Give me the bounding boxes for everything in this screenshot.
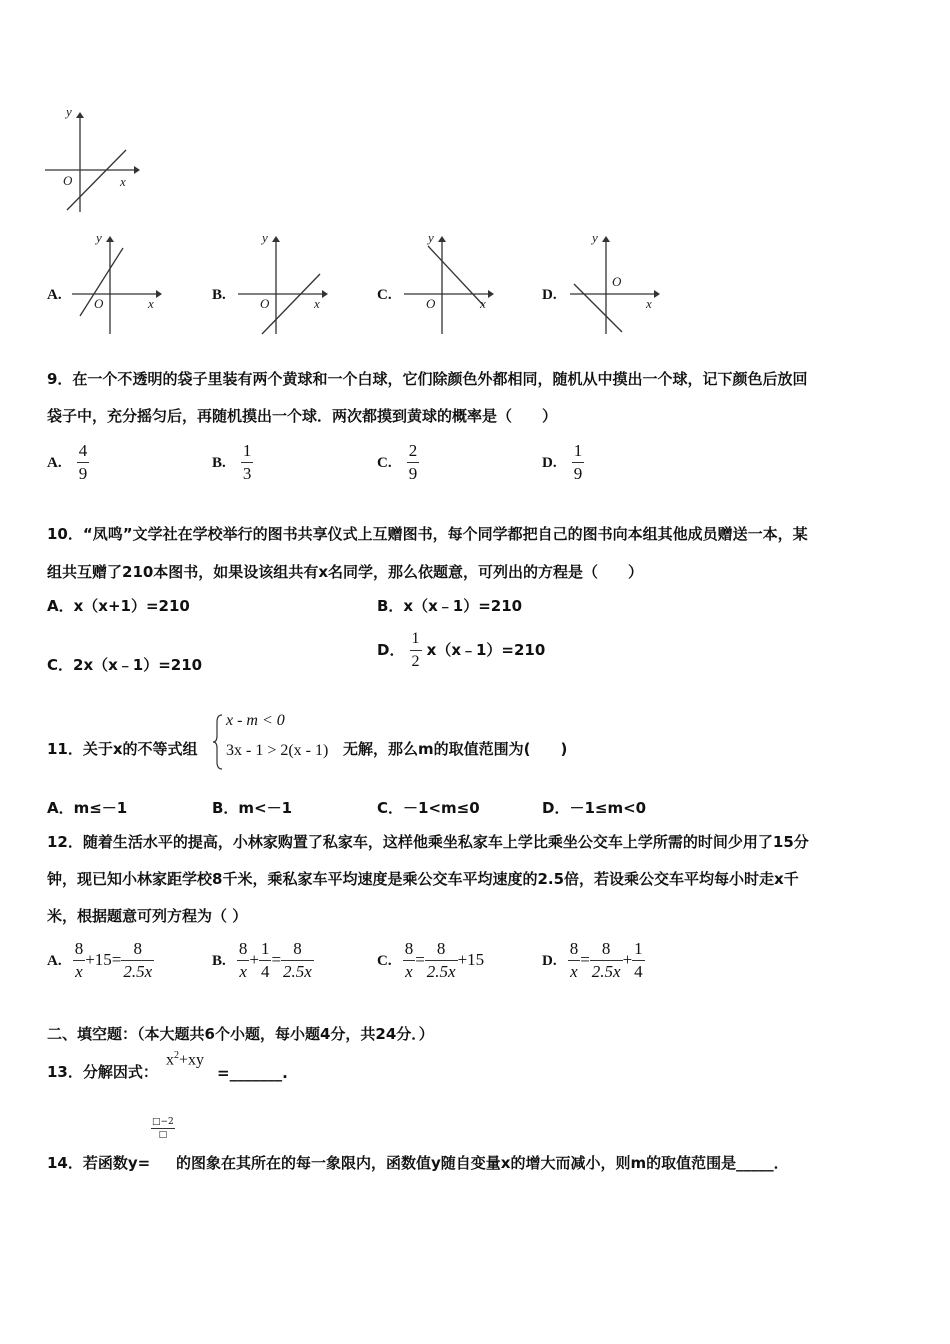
q8-option-a-label[interactable]: A. (47, 287, 62, 303)
q12-option-a[interactable] (47, 938, 154, 983)
x-axis-label: x (120, 174, 126, 189)
q12-option-b[interactable] (212, 938, 314, 983)
numerator: 2 (407, 440, 420, 463)
x-axis-label: x (646, 296, 652, 311)
origin-label: O (94, 296, 104, 311)
denominator: 9 (78, 464, 88, 483)
q8-reference-graph (40, 104, 140, 216)
fraction (73, 938, 86, 983)
x-axis-label: x (480, 296, 486, 311)
q9-option-c[interactable] (377, 440, 419, 485)
option-label: D. (542, 455, 557, 471)
equals: = (415, 950, 425, 969)
origin-label: O (426, 296, 436, 311)
denominator: □ (158, 1130, 168, 1140)
plus-15: +15 (457, 950, 485, 969)
fraction (407, 440, 420, 485)
fraction (410, 628, 422, 673)
numerator: 8 (73, 938, 86, 961)
numerator: 1 (632, 938, 645, 961)
q11-option-d[interactable]: D．－1≤m<0 (542, 799, 647, 817)
origin-label: O (260, 296, 270, 311)
q10-text-line2: 组共互赠了210本图书，如果设该组共有x名同学，那么依题意，可列出的方程是（ ） (47, 563, 643, 581)
denominator: 2.5x (426, 962, 456, 981)
numerator: 8 (568, 938, 581, 961)
plus: + (249, 950, 259, 969)
q10-option-c[interactable]: C．2x（x﹣1）=210 (47, 656, 203, 674)
denominator: 3 (242, 464, 252, 483)
q13-expression (166, 1050, 204, 1069)
fraction (241, 440, 254, 485)
q13-answer-blank[interactable]: =_______. (217, 1064, 288, 1082)
y-axis-label: y (592, 230, 598, 245)
q12-option-d[interactable] (542, 938, 645, 983)
equals: = (271, 950, 282, 969)
fraction (77, 440, 90, 485)
expression-rest: +xy (179, 1051, 205, 1069)
option-expression: x（x﹣1）=210 (426, 641, 546, 659)
y-axis-label: y (66, 104, 72, 119)
denominator: 2.5x (283, 962, 312, 981)
denominator: 2 (411, 653, 420, 670)
inequality-1: x - m < 0 (226, 712, 285, 729)
fraction (259, 938, 272, 983)
q11-prefix: 11．关于x的不等式组 (47, 740, 198, 758)
denominator: 9 (573, 464, 583, 483)
q11-option-c[interactable]: C．－1<m≤0 (377, 799, 480, 817)
denominator: x (570, 962, 578, 981)
option-label: C. (377, 953, 392, 969)
q14-fraction (151, 1116, 175, 1141)
q12-text-line3: 米，根据题意可列方程为（ ） (47, 907, 248, 925)
plus: + (622, 950, 633, 969)
equals: = (111, 950, 122, 969)
section-heading: 二、填空题：（本大题共6个小题，每小题4分，共24分．） (47, 1025, 434, 1043)
fraction (590, 938, 623, 983)
numerator: 1 (259, 938, 272, 961)
denominator: 4 (634, 962, 643, 981)
q13-prefix: 13．分解因式： (47, 1063, 158, 1081)
q9-text-line1: 9．在一个不透明的袋子里装有两个黄球和一个白球，它们除颜色外都相同，随机从中摸出一个球，记下颜色后放回 (47, 370, 808, 388)
fraction (403, 938, 416, 983)
q8-option-d-label[interactable]: D. (542, 287, 557, 303)
numerator: 8 (121, 938, 154, 961)
q11-suffix: 无解，那么m的取值范围为( ) (343, 740, 568, 758)
option-label: D. (542, 953, 557, 969)
q10-text-line1: 10．“凤鸣”文学社在学校举行的图书共享仪式上互赠图书，每个同学都把自己的图书向本组其他成员赠送一本，某 (47, 525, 808, 543)
numerator: 8 (281, 938, 314, 961)
q11-option-b[interactable]: B．m<－1 (212, 799, 293, 817)
numerator: 4 (77, 440, 90, 463)
fraction (121, 938, 154, 983)
denominator: 4 (260, 962, 270, 981)
fraction (632, 938, 645, 983)
q9-option-b[interactable] (212, 440, 253, 485)
origin-label: O (63, 173, 73, 188)
q8-option-b-graph[interactable] (234, 228, 330, 336)
q10-option-a[interactable]: A．x（x+1）=210 (47, 597, 190, 615)
numerator: 1 (241, 440, 254, 463)
x-axis-label: x (314, 296, 320, 311)
denominator: x (239, 962, 247, 981)
q8-option-a-graph[interactable] (68, 228, 164, 336)
x-axis-label: x (148, 296, 154, 311)
q14-suffix: 的图象在其所在的每一象限内，函数值y随自变量x的增大而减小，则m的取值范围是_____． (176, 1154, 789, 1172)
option-label: A. (47, 455, 62, 471)
option-label: A. (47, 953, 62, 969)
q12-text-line1: 12．随着生活水平的提高，小林家购置了私家车，这样他乘坐私家车上学比乘坐公交车上学所需的时间少用了15分 (47, 833, 809, 851)
option-label: D． (377, 641, 405, 659)
numerator: 8 (590, 938, 623, 961)
denominator: x (405, 962, 413, 981)
equals: = (580, 950, 590, 969)
option-label: B. (212, 455, 226, 471)
origin-label: O (612, 274, 622, 289)
fraction (568, 938, 581, 983)
q12-text-line2: 钟，现已知小林家距学校8千米，乘私家车平均速度是乘公交车平均速度的2.5倍，若设乘公交车平均每小时走x千 (47, 870, 799, 888)
fraction (281, 938, 314, 983)
option-label: C. (377, 455, 392, 471)
q9-option-a[interactable] (47, 440, 89, 485)
denominator: x (75, 962, 83, 981)
q8-option-c-graph[interactable] (400, 228, 496, 336)
denominator: 2.5x (591, 962, 621, 981)
numerator: 8 (237, 938, 250, 961)
q8-option-d-graph[interactable] (566, 228, 662, 336)
q9-text-line2: 袋子中，充分摇匀后，再随机摸出一个球．两次都摸到黄球的概率是（ ） (47, 407, 558, 425)
left-brace-icon (212, 714, 224, 770)
fraction (425, 938, 458, 983)
y-axis-label: y (96, 230, 102, 245)
fraction (237, 938, 250, 983)
q8-option-b-label[interactable]: B. (212, 287, 226, 303)
q10-option-d[interactable] (377, 628, 545, 673)
y-axis-label: y (428, 230, 434, 245)
plus-15: +15 (85, 950, 112, 969)
base: x (166, 1051, 174, 1069)
denominator: 9 (408, 464, 418, 483)
exponent: 2 (174, 1050, 179, 1061)
inequality-2: 3x - 1 > 2(x - 1) (226, 742, 329, 759)
y-axis-label: y (262, 230, 268, 245)
numerator: 1 (572, 440, 585, 463)
q12-option-c[interactable] (377, 938, 484, 983)
numerator: 8 (403, 938, 416, 961)
q10-option-b[interactable]: B．x（x﹣1）=210 (377, 597, 523, 615)
numerator: 8 (425, 938, 458, 961)
q9-option-d[interactable] (542, 440, 584, 485)
numerator: 1 (410, 628, 422, 651)
q11-option-a[interactable]: A．m≤－1 (47, 799, 128, 817)
fraction (572, 440, 585, 485)
denominator: 2.5x (123, 962, 153, 981)
option-label: B. (212, 953, 226, 969)
q14-prefix: 14．若函数y= (47, 1154, 151, 1172)
numerator: □−2 (152, 1117, 174, 1127)
q8-option-c-label[interactable]: C. (377, 287, 392, 303)
